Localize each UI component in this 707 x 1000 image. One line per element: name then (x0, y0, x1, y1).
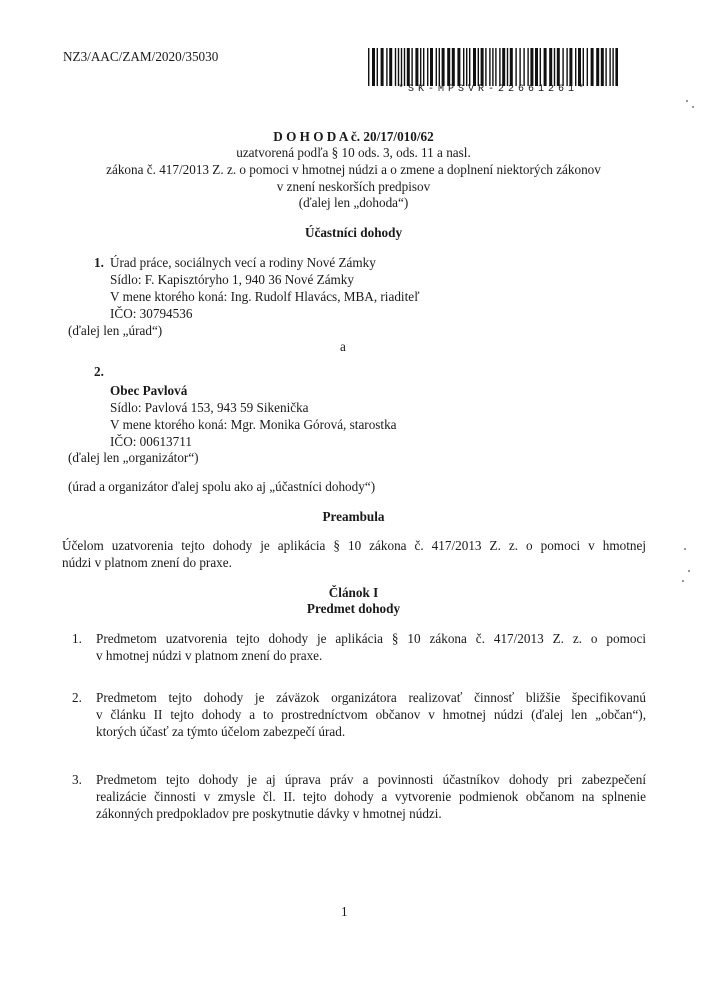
party-1-alias: (ďalej len „úrad“) (68, 323, 163, 338)
article-1-heading: Článok I (328, 585, 379, 600)
party-1-name: Úrad práce, sociálnych vecí a rodiny Nové Zámky (110, 255, 376, 270)
parties-heading: Účastníci dohody (304, 225, 403, 240)
scan-speck (686, 100, 688, 102)
article-1-item-3-number: 3. (72, 772, 82, 787)
party-2-ico: IČO: 00613711 (110, 434, 192, 449)
party-1-seat: Sídlo: F. Kapisztóryho 1, 940 36 Nové Zámky (110, 272, 354, 287)
article-1-subheading: Predmet dohody (306, 601, 401, 616)
party-2-number: 2. (94, 364, 104, 379)
preamble-heading: Preambula (322, 509, 385, 524)
article-1-item-1-line-2: v hmotnej núdzi v platnom znení do praxe. (96, 648, 323, 663)
article-1-item-2-number: 2. (72, 690, 82, 705)
document-number: NZ3/AAC/ZAM/2020/35030 (63, 49, 219, 64)
article-1-item-1-line-1: Predmetom uzatvorenia tejto dohody je aplikácia § 10 zákona č. 417/2013 Z. z. o pomoci (96, 631, 646, 646)
title-line-legal-basis: uzatvorená podľa § 10 ods. 3, ods. 11 a nasl. (236, 145, 471, 160)
contract-title: D O H O D A č. 20/17/010/62 (273, 129, 434, 144)
parties-joint-alias: (úrad a organizátor ďalej spolu ako aj „účastníci dohody“) (68, 479, 376, 494)
party-2-name: Obec Pavlová (110, 383, 188, 398)
title-line-alias: (ďalej len „dohoda“) (298, 195, 409, 210)
scan-speck (682, 580, 684, 582)
article-1-item-2-line-2: v článku II tejto dohody a to prostredníctvom občanov v hmotnej núdzi (ďalej len „občan“), (96, 707, 646, 722)
article-1-item-3-line-3: zákonných predpokladov pre poskytnutie dávky v hmotnej núdzi. (96, 806, 442, 821)
article-1-item-1-number: 1. (72, 631, 82, 646)
preamble-text-line-2: núdzi v platnom znení do praxe. (62, 555, 232, 570)
article-1-item-2-line-3: ktorých účasť za týmto účelom zabezpečí úrad. (96, 724, 346, 739)
article-1-item-2-line-1: Predmetom tejto dohody je záväzok organizátora realizovať činnosť bližšie špecifikovanú (96, 690, 646, 705)
title-line-amendments: v znení neskorších predpisov (276, 179, 431, 194)
party-1-ico: IČO: 30794536 (110, 306, 193, 321)
barcode-text: *SK-MPSVR-22661261* (397, 84, 589, 95)
article-1-item-3-line-2: realizácie činnosti v zmysle čl. II. tejto dohody a vytvorenie podmienok občanom na splnenie (96, 789, 646, 804)
preamble-text-line-1: Účelom uzatvorenia tejto dohody je aplikácia § 10 zákona č. 417/2013 Z. z. o pomoci v hmotnej (62, 538, 646, 553)
party-1-representative: V mene ktorého koná: Ing. Rudolf Hlavács, MBA, riaditeľ (110, 289, 420, 304)
party-2-representative: V mene ktorého koná: Mgr. Monika Górová, starostka (110, 417, 397, 432)
party-2-seat: Sídlo: Pavlová 153, 943 59 Sikenička (110, 400, 309, 415)
scan-speck (688, 570, 690, 572)
page-number: 1 (341, 904, 348, 919)
article-1-item-3-line-1: Predmetom tejto dohody je aj úprava práv a povinnosti účastníkov dohody pri zabezpečení (96, 772, 646, 787)
party-2-alias: (ďalej len „organizátor“) (68, 450, 199, 465)
title-line-law: zákona č. 417/2013 Z. z. o pomoci v hmotnej núdzi a o zmene a doplnení niektorých zákonov (106, 162, 601, 177)
barcode (368, 48, 618, 96)
scan-speck (692, 106, 694, 108)
parties-conjunction: a (340, 339, 346, 354)
party-1-number: 1. (94, 255, 104, 270)
scan-speck (684, 548, 686, 550)
